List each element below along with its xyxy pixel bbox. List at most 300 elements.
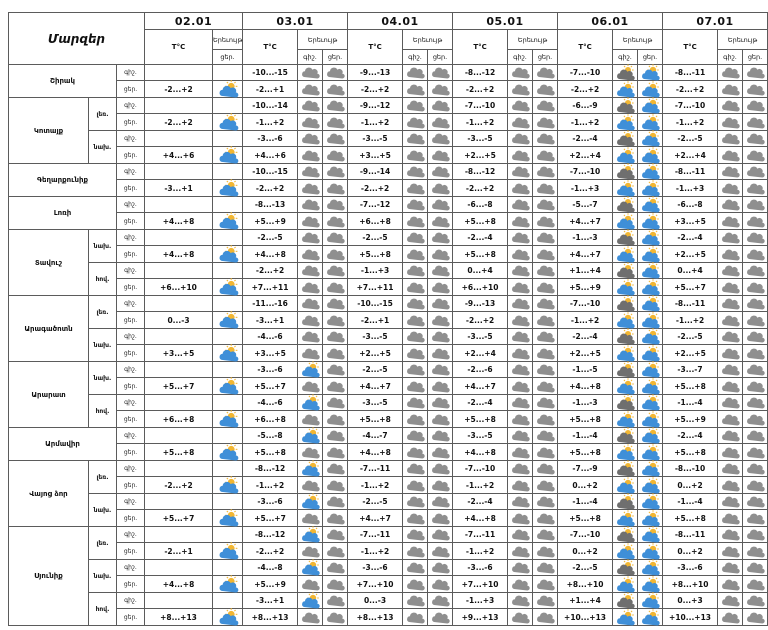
cloud-icon [298,329,323,345]
partly-sunny-icon [638,477,663,494]
temperature-cell: 0...+2 [558,477,613,494]
cloud-icon [428,510,453,527]
temperature-cell: +5...+7 [243,378,298,395]
temperature-cell: -1...+2 [558,312,613,329]
cloud-icon [323,461,348,477]
cloud-icon [508,395,533,411]
temperature-cell: +4...+8 [145,576,213,593]
temperature-cell: -11...-16 [243,296,298,312]
cloud-icon [428,98,453,114]
temperature-cell: +6...+8 [145,411,213,428]
temperature-cell: +2...+4 [453,345,508,362]
empty-cell [213,395,243,411]
partly-sunny-icon [613,411,638,428]
temperature-cell: -2...-4 [558,131,613,147]
cloud-icon [718,296,743,312]
cloud-icon [533,230,558,246]
night-label: գիշ. [613,50,638,65]
cloud-icon [508,164,533,180]
partly-sunny-icon [638,378,663,395]
cloud-icon [718,477,743,494]
cloud-icon [533,494,558,510]
cloud-icon [428,164,453,180]
temperature-cell: -5...-7 [558,197,613,213]
cloud-icon [508,560,533,576]
cloud-icon [718,345,743,362]
cloud-icon [323,593,348,609]
time-of-day: գիշ. [117,197,145,213]
region-name: Կոտայք [9,98,89,164]
cloud-icon [323,197,348,213]
sun-behind-cloud-icon [613,527,638,543]
cloud-icon [718,378,743,395]
cloud-icon [403,345,428,362]
cloud-icon [718,230,743,246]
time-of-day: ցեր. [117,246,145,263]
time-of-day: ցեր. [117,114,145,131]
cloud-icon [718,65,743,81]
date-header: 02.01 [145,13,243,30]
empty-cell [213,461,243,477]
cloud-icon [428,279,453,296]
temperature-cell: +4...+8 [145,213,213,230]
cloud-icon [298,296,323,312]
cloud-icon [508,428,533,444]
date-header: 03.01 [243,13,348,30]
empty-cell [213,296,243,312]
temperature-cell: +5...+8 [663,378,718,395]
time-of-day: ցեր. [117,81,145,98]
time-of-day: գիշ. [117,131,145,147]
partly-sunny-icon [613,345,638,362]
temperature-cell: -1...+2 [663,312,718,329]
partly-sunny-icon [638,279,663,296]
cloud-icon [533,197,558,213]
phenomena-label: Երեւույթ [403,30,453,50]
forecast-row [9,609,768,626]
time-of-day: գիշ. [117,296,145,312]
cloud-icon [403,395,428,411]
partly-sunny-icon [613,444,638,461]
partly-sunny-icon [638,81,663,98]
cloud-icon [508,81,533,98]
temperature-cell [145,197,213,213]
temperature-cell: +4...+7 [558,246,613,263]
cloud-icon [428,494,453,510]
partly-sunny-icon [638,593,663,609]
cloud-icon [403,279,428,296]
temperature-cell: -7...-12 [348,197,403,213]
cloud-icon [743,279,768,296]
temperature-cell: -4...-8 [243,560,298,576]
cloud-icon [323,428,348,444]
cloud-icon [533,395,558,411]
forecast-row [9,510,768,527]
temperature-cell: +2...+4 [663,147,718,164]
partly-sunny-icon [213,81,243,98]
cloud-icon [298,378,323,395]
cloud-icon [403,378,428,395]
temperature-cell: +4...+6 [145,147,213,164]
temperature-cell: -4...-7 [348,428,403,444]
temperature-cell: -7...-10 [558,65,613,81]
partly-sunny-icon [613,477,638,494]
temperature-cell: +3...+5 [243,345,298,362]
cloud-icon [428,296,453,312]
temperature-cell [145,164,213,180]
cloud-icon [323,98,348,114]
cloud-icon [718,279,743,296]
cloud-icon [508,180,533,197]
cloud-icon [403,411,428,428]
temperature-cell: -2...-4 [453,395,508,411]
cloud-icon [323,395,348,411]
day-label: ցեր. [638,50,663,65]
temperature-cell: -4...-6 [243,395,298,411]
cloud-icon [718,609,743,626]
empty-cell [213,362,243,378]
temperature-cell: -1...+2 [453,114,508,131]
temperature-cell [145,461,213,477]
cloud-icon [428,345,453,362]
time-of-day: ցեր. [117,411,145,428]
partly-sunny-icon [613,609,638,626]
cloud-icon [428,180,453,197]
cloud-icon [403,65,428,81]
temperature-cell: -7...-11 [348,527,403,543]
cloud-icon [298,609,323,626]
cloud-icon [323,576,348,593]
cloud-icon [508,213,533,230]
cloud-icon [533,593,558,609]
temperature-cell: 0...-3 [145,312,213,329]
partly-sunny-icon [638,345,663,362]
partly-sunny-icon [638,197,663,213]
cloud-icon [508,510,533,527]
temperature-cell: +3...+5 [348,147,403,164]
forecast-row [9,180,768,197]
cloud-icon [533,296,558,312]
temperature-cell: -2...+1 [145,543,213,560]
temperature-cell: -7...-11 [348,461,403,477]
temperature-cell: -2...+2 [348,81,403,98]
cloud-icon [508,246,533,263]
temperature-cell: +4...+7 [558,213,613,230]
cloud-icon [718,543,743,560]
cloud-icon [403,609,428,626]
cloud-icon [298,164,323,180]
partly-sunny-icon [213,312,243,329]
time-of-day: ցեր. [117,378,145,395]
partly-sunny-icon [213,477,243,494]
temperature-cell [145,98,213,114]
subregion-name: հով. [89,263,117,296]
temperature-cell: -8...-12 [243,527,298,543]
cloud-icon [508,65,533,81]
temperature-cell [145,527,213,543]
temperature-cell [145,362,213,378]
cloud-icon [403,263,428,279]
cloud-icon [298,510,323,527]
temperature-cell: -3...-5 [348,329,403,345]
forecast-row [9,560,768,576]
time-of-day: գիշ. [117,164,145,180]
temperature-cell: -2...+2 [453,312,508,329]
temperature-cell: +1...+4 [558,263,613,279]
cloud-icon [298,576,323,593]
forecast-row [9,98,768,114]
temperature-cell: -7...-9 [558,461,613,477]
cloud-icon [323,312,348,329]
empty-cell [213,197,243,213]
temperature-cell: -2...-4 [663,230,718,246]
forecast-row [9,477,768,494]
temperature-cell: -2...-5 [348,494,403,510]
night-label: գիշ. [298,50,323,65]
forecast-table [8,12,768,626]
temperature-cell: +4...+8 [145,246,213,263]
forecast-row [9,527,768,543]
temperature-cell: +6...+10 [145,279,213,296]
subregion-name: նախ. [89,131,117,164]
cloud-icon [298,213,323,230]
temperature-cell: -1...+2 [453,543,508,560]
cloud-icon [743,477,768,494]
cloud-icon [718,147,743,164]
temperature-cell: -1...+2 [558,114,613,131]
time-of-day: գիշ. [117,395,145,411]
cloud-icon [298,114,323,131]
temperature-cell: -1...+2 [348,477,403,494]
temperature-cell: +6...+8 [348,213,403,230]
sun-behind-cloud-icon [613,296,638,312]
cloud-icon [718,329,743,345]
cloud-icon [508,98,533,114]
time-of-day: ցեր. [117,609,145,626]
forecast-row [9,246,768,263]
forecast-row [9,197,768,213]
cloud-icon [298,411,323,428]
temperature-cell: +4...+7 [348,378,403,395]
cloud-icon [323,543,348,560]
temperature-cell: -2...+2 [558,81,613,98]
partly-sunny-icon [613,213,638,230]
temperature-cell: -8...-13 [243,197,298,213]
region-name: Սյունիք [9,527,89,626]
temperature-cell: 0...+4 [663,263,718,279]
temperature-cell: +4...+8 [558,378,613,395]
cloud-icon [508,609,533,626]
cloud-icon [508,197,533,213]
empty-cell [213,164,243,180]
temp-label: T°C [243,30,298,65]
partly-sunny-icon [613,510,638,527]
cloud-icon [323,65,348,81]
cloud-icon [428,428,453,444]
partly-sunny-icon [638,461,663,477]
cloud-icon [323,510,348,527]
temperature-cell: -2...+1 [348,312,403,329]
partly-sunny-icon [213,609,243,626]
partly-sunny-icon [298,362,323,378]
cloud-icon [298,279,323,296]
temperature-cell: +5...+7 [145,510,213,527]
cloud-icon [298,131,323,147]
cloud-icon [428,246,453,263]
cloud-icon [428,461,453,477]
empty-cell [213,131,243,147]
cloud-icon [403,164,428,180]
temperature-cell [145,329,213,345]
cloud-icon [743,230,768,246]
cloud-icon [718,395,743,411]
temperature-cell: +1...+4 [558,593,613,609]
temperature-cell: -7...-10 [663,98,718,114]
temperature-cell: -8...-11 [663,527,718,543]
temperature-cell: -3...+1 [243,593,298,609]
cloud-icon [428,444,453,461]
cloud-icon [298,345,323,362]
cloud-icon [323,477,348,494]
cloud-icon [508,494,533,510]
partly-sunny-icon [613,180,638,197]
cloud-icon [298,147,323,164]
forecast-row [9,65,768,81]
cloud-icon [508,362,533,378]
cloud-icon [718,180,743,197]
sun-behind-cloud-icon [613,263,638,279]
partly-sunny-icon [613,246,638,263]
cloud-icon [508,147,533,164]
forecast-row [9,576,768,593]
temperature-cell: 0...-3 [348,593,403,609]
cloud-icon [533,246,558,263]
temperature-cell: +4...+7 [348,510,403,527]
time-of-day: գիշ. [117,263,145,279]
time-of-day: ցեր. [117,576,145,593]
temperature-cell: -3...-5 [453,131,508,147]
partly-sunny-icon [613,312,638,329]
temperature-cell: +5...+8 [348,246,403,263]
temperature-cell [145,263,213,279]
cloud-icon [323,527,348,543]
temperature-cell: -1...+2 [243,477,298,494]
day-label: ցեր. [743,50,768,65]
cloud-icon [403,197,428,213]
temperature-cell: -2...-4 [453,230,508,246]
sun-behind-cloud-icon [613,395,638,411]
partly-sunny-icon [638,362,663,378]
temperature-cell: -10...-15 [243,65,298,81]
temperature-cell: +4...+8 [348,444,403,461]
subregion-name: լեռ. [89,461,117,494]
temperature-cell: +5...+8 [145,444,213,461]
temperature-cell: +4...+6 [243,147,298,164]
cloud-icon [428,576,453,593]
cloud-icon [508,444,533,461]
temperature-cell: -2...-5 [348,230,403,246]
forecast-row [9,494,768,510]
partly-sunny-icon [638,395,663,411]
cloud-icon [323,81,348,98]
temperature-cell [145,296,213,312]
temperature-cell: -1...-4 [558,428,613,444]
cloud-icon [428,593,453,609]
time-of-day: ցեր. [117,279,145,296]
cloud-icon [533,131,558,147]
cloud-icon [508,131,533,147]
forecast-row [9,213,768,230]
cloud-icon [428,213,453,230]
temperature-cell: +2...+5 [453,147,508,164]
cloud-icon [718,362,743,378]
temperature-cell: -8...-10 [663,461,718,477]
temperature-cell: -2...-5 [243,230,298,246]
cloud-icon [743,329,768,345]
partly-sunny-icon [213,510,243,527]
temperature-cell: -3...-5 [453,428,508,444]
temperature-cell: -2...+2 [453,81,508,98]
cloud-icon [533,510,558,527]
cloud-icon [323,560,348,576]
cloud-icon [428,527,453,543]
partly-sunny-icon [613,114,638,131]
cloud-icon [298,246,323,263]
cloud-icon [533,329,558,345]
partly-sunny-icon [613,147,638,164]
cloud-icon [533,263,558,279]
partly-sunny-icon [638,164,663,180]
temperature-cell: +5...+9 [663,411,718,428]
forecast-row [9,147,768,164]
cloud-icon [533,279,558,296]
temperature-cell [145,593,213,609]
cloud-icon [743,593,768,609]
temperature-cell: +7...+10 [348,576,403,593]
cloud-icon [718,114,743,131]
cloud-icon [743,296,768,312]
cloud-icon [428,378,453,395]
phenomena-label: Երեւույթ [213,30,243,50]
cloud-icon [428,362,453,378]
forecast-row [9,362,768,378]
cloud-icon [403,230,428,246]
cloud-icon [403,477,428,494]
temperature-cell: -3...-5 [453,329,508,345]
partly-sunny-icon [638,296,663,312]
cloud-icon [718,81,743,98]
temperature-cell: +2...+4 [558,147,613,164]
forecast-row [9,593,768,609]
temperature-cell: -3...-6 [453,560,508,576]
partly-sunny-icon [613,576,638,593]
cloud-icon [743,98,768,114]
sun-behind-cloud-icon [613,329,638,345]
cloud-icon [533,461,558,477]
subregion-name: նախ. [89,494,117,527]
cloud-icon [403,593,428,609]
temperature-cell: -1...+2 [348,114,403,131]
cloud-icon [508,230,533,246]
cloud-icon [428,543,453,560]
cloud-icon [533,213,558,230]
temperature-cell: +3...+5 [663,213,718,230]
temperature-cell: +7...+10 [453,576,508,593]
forecast-row [9,444,768,461]
partly-sunny-icon [638,312,663,329]
cloud-icon [718,98,743,114]
cloud-icon [428,609,453,626]
